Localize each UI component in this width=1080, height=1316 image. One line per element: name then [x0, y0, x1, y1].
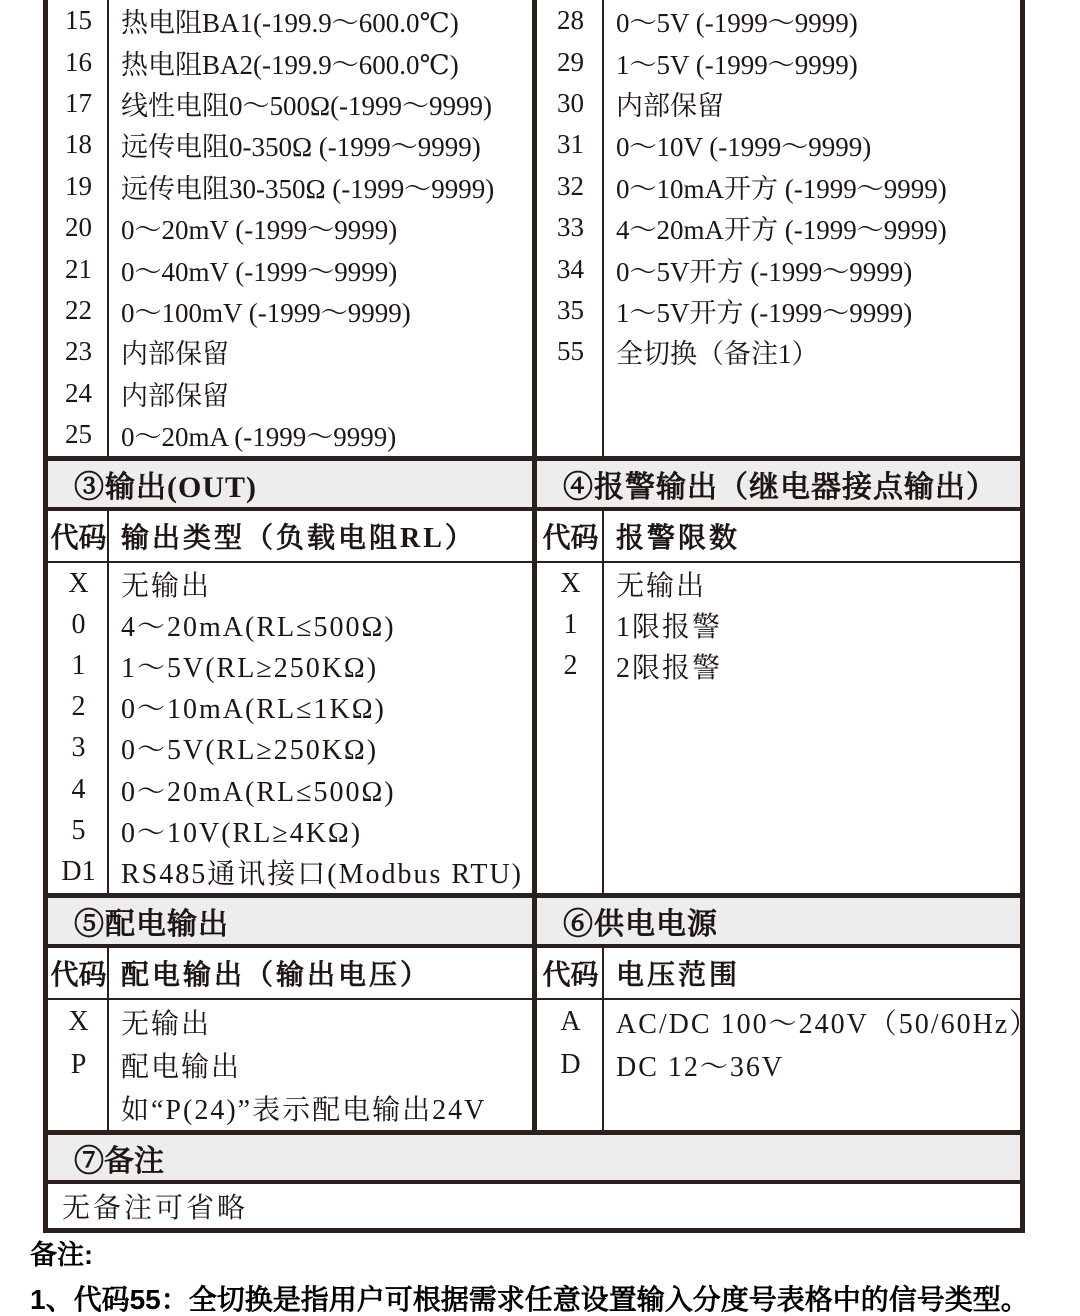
- code-cell: 33: [557, 212, 584, 243]
- label-cell: 热电阻BA1(-199.9～600.0℃): [121, 8, 459, 39]
- code-cell: 28: [557, 5, 584, 36]
- alarm-section-title: [537, 461, 1020, 507]
- table-row: [537, 1000, 1040, 1043]
- table-row: [48, 728, 532, 769]
- section-title: ③输出(OUT): [74, 471, 257, 504]
- table-row: [48, 687, 532, 728]
- label-cell: 0～10V(RL≥4KΩ): [121, 817, 363, 849]
- table-row: [537, 290, 1020, 331]
- table-row: [537, 41, 1020, 82]
- code-cell: 18: [65, 129, 92, 160]
- input-table-left: [48, 0, 537, 456]
- table-row: [48, 290, 532, 331]
- supply-section-title: [537, 898, 1020, 944]
- remark-section-title: [48, 1135, 1020, 1180]
- input-rows-right: [537, 0, 1020, 456]
- code-cell: D1: [61, 855, 96, 887]
- column-divider: [107, 511, 109, 561]
- code-cell: 30: [557, 87, 584, 118]
- footnotes: [30, 1238, 1060, 1316]
- input-signal-section: [48, 0, 1020, 456]
- label-cell: RS485通讯接口(Modbus RTU): [121, 858, 524, 890]
- label-cell: 远传电阻0-350Ω (-1999～9999): [121, 132, 481, 163]
- code-cell: 2: [563, 649, 578, 681]
- table-row: [48, 414, 532, 455]
- supply-rows: [537, 1000, 1040, 1130]
- label-cell: 0～10mA(RL≤1KΩ): [121, 694, 386, 726]
- column-divider: [107, 948, 109, 998]
- table-row: [48, 0, 532, 41]
- table-row: [537, 604, 1020, 645]
- code-cell: 25: [65, 419, 92, 450]
- code-cell: 55: [557, 336, 584, 367]
- code-cell: 17: [65, 87, 92, 118]
- code-cell: 19: [65, 170, 92, 201]
- code-cell: 20: [65, 212, 92, 243]
- label-cell: 热电阻BA2(-199.9～600.0℃): [121, 49, 459, 80]
- label-cell: 1～5V(RL≥250KΩ): [121, 652, 379, 684]
- label-cell: 线性电阻0～500Ω(-1999～9999): [121, 90, 493, 121]
- label-header: 输出类型（负载电阻RL）: [121, 523, 476, 554]
- label-cell: 0～5V (-1999～9999): [616, 8, 858, 39]
- table-row: [537, 124, 1020, 165]
- label-cell: 如“P(24)”表示配电输出24V: [121, 1095, 487, 1127]
- label-header: 报警限数: [616, 523, 741, 554]
- label-cell: 1限报警: [616, 611, 723, 643]
- code-cell: 5: [71, 814, 86, 846]
- code-cell: 32: [557, 170, 584, 201]
- label-cell: 4～20mA(RL≤500Ω): [121, 611, 396, 643]
- table-row: [48, 83, 532, 124]
- table-row: [537, 0, 1020, 41]
- dist-section-title: [48, 898, 537, 944]
- code-header: 代码: [50, 960, 107, 991]
- ordering-table: [43, 0, 1040, 1233]
- code-cell: 24: [65, 377, 92, 408]
- code-cell: 1: [71, 649, 86, 681]
- output-rows: [48, 563, 532, 893]
- table-row: [537, 248, 1020, 289]
- label-cell: 1～5V (-1999～9999): [616, 49, 858, 80]
- section-title: ④报警输出（继电器接点输出）: [563, 471, 997, 504]
- label-cell: 4～20mA开方 (-1999～9999): [616, 215, 947, 246]
- label-cell: 2限报警: [616, 652, 723, 684]
- column-divider: [602, 511, 604, 561]
- alarm-rows: [537, 563, 1020, 893]
- label-cell: 全切换（备注1）: [616, 339, 819, 370]
- table-row: [537, 1043, 1020, 1086]
- table-row: [537, 331, 1020, 372]
- label-cell: 远传电阻30-350Ω (-1999～9999): [121, 173, 495, 204]
- label-cell: 1～5V开方 (-1999～9999): [616, 297, 913, 328]
- label-cell: 0～10mA开方 (-1999～9999): [616, 173, 947, 204]
- footnote-heading: 备注:: [30, 1240, 93, 1270]
- label-cell: 0～20mA (-1999～9999): [121, 422, 397, 453]
- section-title-band: [48, 898, 1020, 944]
- code-cell: 34: [557, 253, 584, 284]
- label-cell: 无输出: [121, 1008, 212, 1040]
- table-row: [48, 1087, 532, 1130]
- table-row: [48, 810, 532, 851]
- code-header: 代码: [50, 523, 107, 554]
- section-title-band: [48, 461, 1020, 507]
- label-header: 电压范围: [616, 960, 741, 991]
- code-cell: 31: [557, 129, 584, 160]
- table-row: [537, 563, 1020, 604]
- label-cell: 0～100mV (-1999～9999): [121, 297, 411, 328]
- table-row: [48, 851, 532, 892]
- table-row: [48, 41, 532, 82]
- table-row: [537, 207, 1020, 248]
- dist-rows: [48, 1000, 532, 1130]
- table-row: [48, 563, 532, 604]
- code-cell: 29: [557, 46, 584, 77]
- label-cell: 0～5V开方 (-1999～9999): [616, 256, 913, 287]
- code-header: 代码: [542, 523, 599, 554]
- column-divider: [602, 948, 604, 998]
- code-cell: X: [68, 567, 89, 599]
- code-cell: 0: [71, 608, 86, 640]
- input-table-right: [537, 0, 1020, 456]
- section-title: ⑦备注: [74, 1144, 164, 1178]
- table-row: [48, 645, 532, 686]
- alarm-header: [537, 511, 1020, 561]
- table-row: [48, 166, 532, 207]
- output-header: [48, 511, 537, 561]
- table-bottom-border: [48, 1228, 1020, 1233]
- code-cell: 3: [71, 732, 86, 764]
- output-table: [48, 563, 537, 893]
- table-row: [48, 373, 532, 414]
- output-alarm-body: [48, 563, 1020, 893]
- table-row: [48, 604, 532, 645]
- table-row: [48, 124, 532, 165]
- code-cell: D: [560, 1048, 581, 1080]
- code-cell: X: [68, 1005, 89, 1037]
- table-row: [537, 83, 1020, 124]
- code-cell: 23: [65, 336, 92, 367]
- table-row: [537, 166, 1020, 207]
- label-cell: 内部保留: [616, 90, 724, 121]
- table-row: [48, 769, 532, 810]
- code-cell: P: [70, 1048, 87, 1080]
- code-cell: 35: [557, 294, 584, 325]
- remark-text: 无备注可省略: [62, 1193, 249, 1224]
- code-cell: 4: [71, 773, 86, 805]
- column-header-row: [48, 948, 1020, 1000]
- dist-header: [48, 948, 537, 998]
- label-header: 配电输出（输出电压）: [121, 960, 432, 991]
- label-cell: 0～10V (-1999～9999): [616, 132, 872, 163]
- code-cell: 21: [65, 253, 92, 284]
- supply-header: [537, 948, 1020, 998]
- label-cell: 内部保留: [121, 339, 229, 370]
- section-title: ⑤配电输出: [74, 908, 229, 941]
- table-row: [48, 1000, 532, 1043]
- label-cell: 配电输出: [121, 1051, 242, 1083]
- label-cell: 内部保留: [121, 380, 229, 411]
- input-rows-left: [48, 0, 532, 456]
- code-cell: 1: [563, 608, 578, 640]
- table-row: [48, 207, 532, 248]
- section-title: ⑥供电电源: [563, 908, 718, 941]
- supply-table: [537, 1000, 1040, 1130]
- label-cell: AC/DC 100～240V（50/60Hz）: [616, 1008, 1040, 1040]
- code-cell: 15: [65, 5, 92, 36]
- code-cell: 2: [71, 691, 86, 723]
- code-cell: 22: [65, 294, 92, 325]
- footnote-item: 1、代码55：全切换是指用户可根据需求任意设置输入分度号表格中的信号类型。: [30, 1284, 1029, 1315]
- code-cell: A: [560, 1005, 581, 1037]
- label-cell: 无输出: [121, 570, 212, 602]
- label-cell: DC 12～36V: [616, 1051, 785, 1083]
- remark-body: [48, 1184, 1020, 1228]
- code-header: 代码: [542, 960, 599, 991]
- dist-supply-body: [48, 1000, 1040, 1130]
- table-row: [48, 1043, 532, 1086]
- table-row: [48, 248, 532, 289]
- label-cell: 0～20mA(RL≤500Ω): [121, 776, 396, 808]
- label-cell: 无输出: [616, 570, 707, 602]
- column-header-row: [48, 511, 1020, 563]
- code-cell: 16: [65, 46, 92, 77]
- table-row: [537, 645, 1020, 686]
- table-row: [48, 331, 532, 372]
- alarm-table: [537, 563, 1020, 893]
- dist-table: [48, 1000, 537, 1130]
- label-cell: 0～20mV (-1999～9999): [121, 215, 398, 246]
- label-cell: 0～40mV (-1999～9999): [121, 256, 398, 287]
- code-cell: X: [560, 567, 581, 599]
- output-section-title: [48, 461, 537, 507]
- label-cell: 0～5V(RL≥250KΩ): [121, 735, 379, 767]
